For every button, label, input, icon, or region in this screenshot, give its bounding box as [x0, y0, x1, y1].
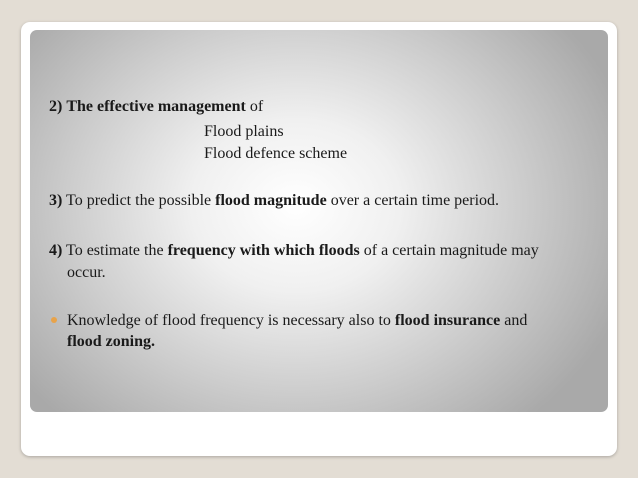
item-4-number: 4) [49, 242, 63, 259]
bullet-continuation [67, 331, 155, 352]
bullet-pre: Knowledge of flood frequency is necessary also to [67, 312, 395, 329]
item-2-sub-2: Flood defence scheme [204, 145, 348, 162]
item-2-rest: of [245, 98, 264, 115]
item-3-number: 3) [49, 192, 63, 209]
bullet-icon [51, 317, 57, 323]
item-2-bold: The effective management [66, 98, 246, 115]
bullet-bold-1: flood insurance [394, 312, 501, 329]
bullet-line [67, 310, 527, 331]
item-2-number: 2) [49, 98, 63, 115]
item-2-line [49, 96, 263, 117]
item-4-pre: To estimate the [62, 242, 168, 259]
bullet-mid: and [500, 312, 528, 329]
item-3-post: over a certain time period. [326, 192, 500, 209]
item-2-sub-1: Flood plains [204, 123, 284, 140]
content-panel [30, 30, 608, 412]
item-3-line [49, 190, 499, 211]
item-4-bold: frequency with which floods [167, 242, 360, 259]
item-3-pre: To predict the possible [62, 192, 216, 209]
item-4-continuation: occur. [67, 264, 106, 281]
slide-frame [21, 22, 617, 456]
item-3-bold: flood magnitude [215, 192, 327, 209]
item-4-line [49, 240, 539, 261]
bullet-bold-2: flood zoning. [67, 333, 156, 350]
item-4-post: of a certain magnitude may [359, 242, 539, 259]
